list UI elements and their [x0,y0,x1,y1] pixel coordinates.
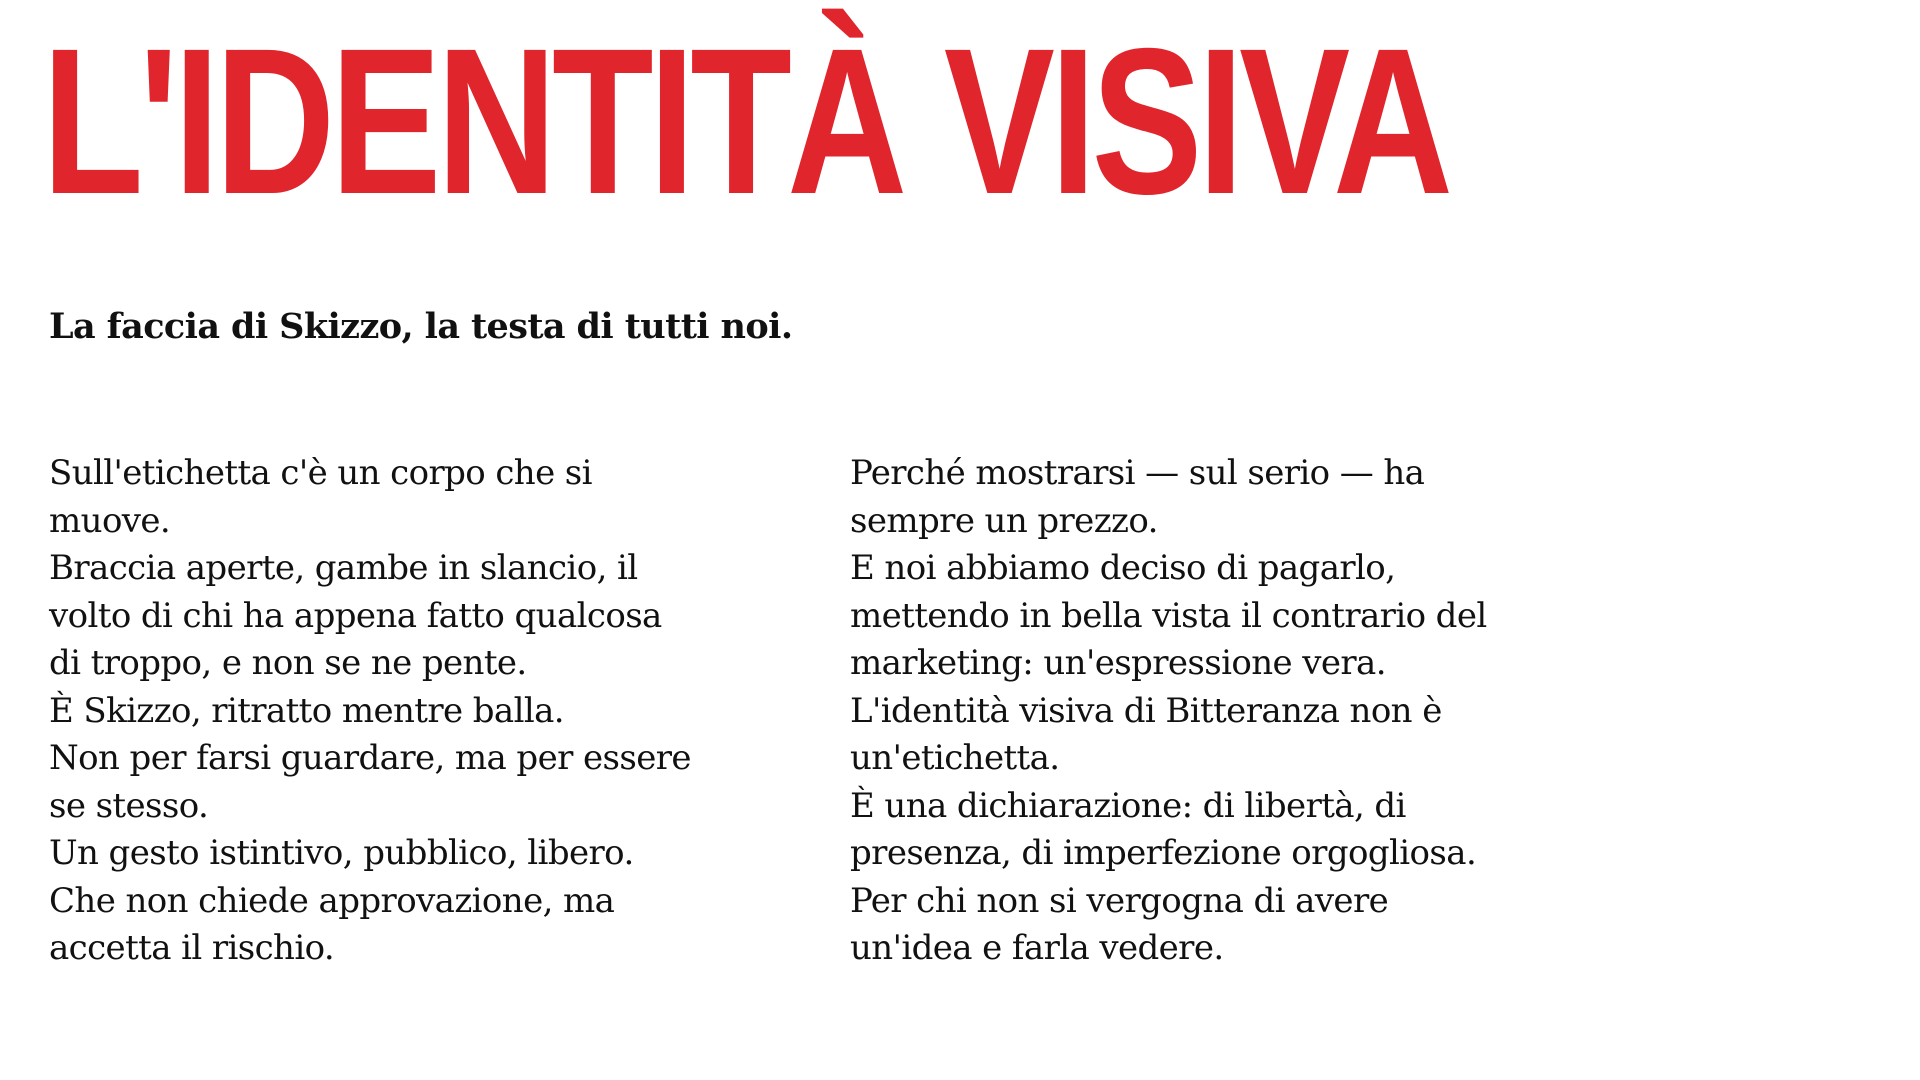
body-line: un'etichetta. [850,738,1060,778]
body-line: muove. [49,500,171,541]
body-line: se stesso. [49,785,209,826]
body-column-left [49,450,809,973]
body-line: Che non chiede approvazione, ma [49,880,615,921]
page-subtitle: La faccia di Skizzo, la testa di tutti noi. [49,306,793,347]
body-line: L'identità visiva di Bitteranza non è [850,690,1442,731]
body-line: presenza, di imperfezione orgogliosa. [850,833,1477,873]
body-line: Non per farsi guardare, ma per essere [49,738,691,778]
body-line: Braccia aperte, gambe in slancio, il [49,548,638,588]
body-line: di troppo, e non se ne pente. [49,643,527,683]
body-line: un'idea e farla vedere. [850,928,1224,968]
body-line: Perché mostrarsi — sul serio — ha [850,453,1425,493]
body-line: E noi abbiamo deciso di pagarlo, [850,548,1396,588]
page-title: L'IDENTITÀ VISIVA [42,6,1449,238]
body-column-right [850,450,1610,973]
body-line: Per chi non si vergogna di avere [850,880,1389,921]
body-line: mettendo in bella vista il contrario del [850,595,1487,636]
body-line: volto di chi ha appena fatto qualcosa [49,595,662,636]
body-line: sempre un prezzo. [850,500,1158,541]
body-line: Un gesto istintivo, pubblico, libero. [49,833,634,873]
body-line: Sull'etichetta c'è un corpo che si [49,453,592,493]
body-line: È Skizzo, ritratto mentre balla. [49,690,564,731]
body-line: marketing: un'espressione vera. [850,643,1386,683]
body-line: È una dichiarazione: di libertà, di [850,785,1406,826]
body-line: accetta il rischio. [49,928,335,968]
